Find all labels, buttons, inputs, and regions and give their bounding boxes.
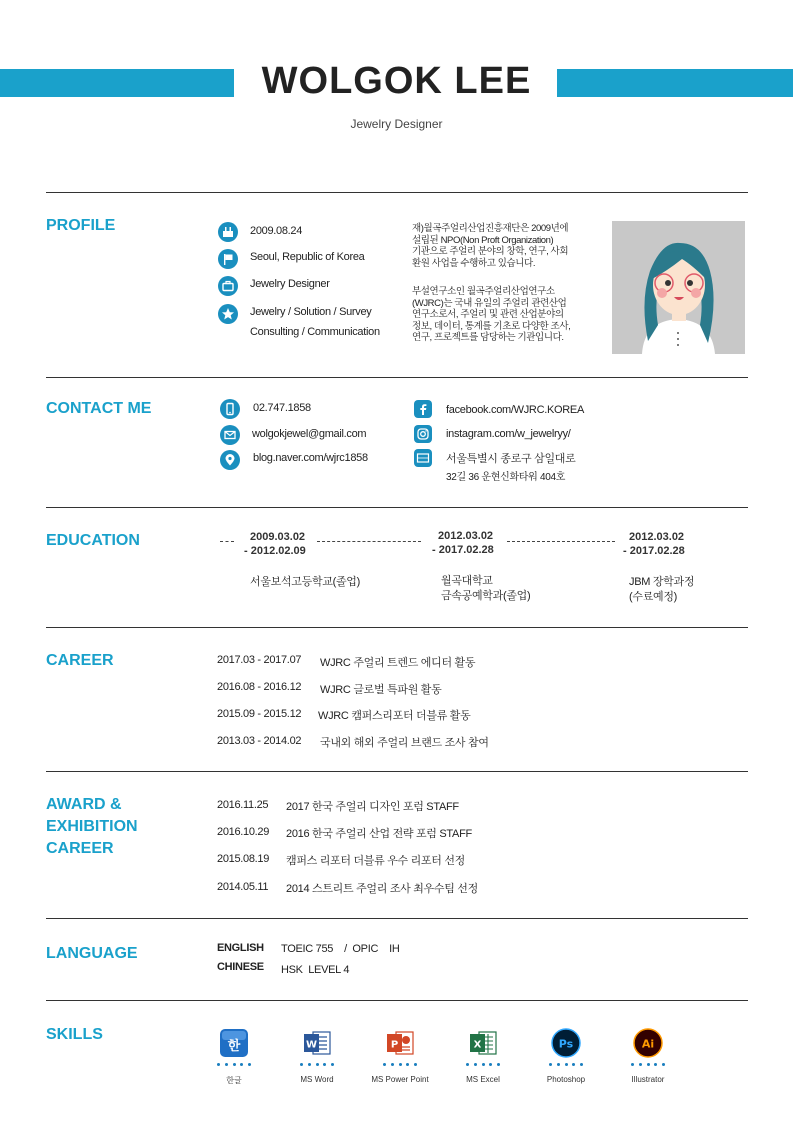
- timeline-dash: [507, 541, 615, 542]
- divider: [46, 377, 748, 378]
- career-period: 2013.03 - 2014.02: [217, 735, 302, 747]
- illustrator-icon: [633, 1028, 663, 1058]
- contact-blog[interactable]: blog.naver.com/wjrc1858: [253, 452, 368, 464]
- award-date: 2016.11.25: [217, 799, 269, 811]
- career-desc: 국내외 해외 주얼리 브랜드 조사 참여: [320, 737, 489, 749]
- career-desc: WJRC 글로벌 특파원 활동: [320, 684, 442, 696]
- briefcase-icon: [218, 276, 238, 296]
- timeline-dash: [317, 541, 421, 542]
- contact-address-line2: 32길 36 운현신화타워 404호: [446, 472, 566, 483]
- section-heading-career: CAREER: [46, 652, 114, 669]
- language-score: TOEIC 755 / OPIC IH: [281, 943, 400, 955]
- location-pin-icon: [220, 450, 240, 470]
- job-title: Jewelry Designer: [350, 117, 443, 131]
- profile-skills-line2: Consulting / Communication: [250, 326, 380, 338]
- flag-icon: [218, 249, 238, 269]
- skill-hangul: 한 한글: [194, 1028, 274, 1086]
- divider: [46, 507, 748, 508]
- education-school-2: 월곡대학교: [441, 575, 493, 587]
- award-desc: 2017 한국 주얼리 디자인 포럼 STAFF: [286, 801, 459, 813]
- education-school-3: JBM 장학과정: [629, 576, 695, 588]
- person-name: WOLGOK LEE: [261, 60, 532, 102]
- career-desc: WJRC 주얼리 트렌드 에디터 활동: [320, 657, 476, 669]
- career-desc: WJRC 캠퍼스리포터 더블류 활동: [318, 710, 471, 722]
- award-desc: 2014 스트리트 주얼리 조사 최우수팀 선정: [286, 883, 478, 895]
- photoshop-icon: [551, 1028, 581, 1058]
- facebook-icon: [414, 400, 432, 418]
- education-status-3: (수료예정): [629, 591, 678, 603]
- section-heading-language: LANGUAGE: [46, 945, 138, 962]
- profile-occupation: Jewelry Designer: [250, 278, 330, 290]
- skill-ms-word: W MS Word: [277, 1028, 357, 1084]
- education-dept-2: 금속공예학과(졸업): [441, 590, 531, 602]
- word-icon: [302, 1028, 332, 1058]
- birthday-cake-icon: [218, 222, 238, 242]
- profile-description-1: 재)월곡주얼리산업진흥재단은 2009년에 설립된 NPO(Non Proft Organization) 기관으로 주얼리 분야의 창학, 연구, 사회 환원 사업을 수행하고 있습니다.: [412, 223, 569, 269]
- profile-location: Seoul, Republic of Korea: [250, 251, 365, 263]
- education-school-1: 서울보석고등학교(졸업): [250, 576, 360, 588]
- career-period: 2017.03 - 2017.07: [217, 654, 302, 666]
- divider: [46, 627, 748, 628]
- contact-email[interactable]: wolgokjewel@gmail.com: [252, 428, 367, 440]
- language-score: HSK LEVEL 4: [281, 964, 350, 976]
- divider: [46, 192, 748, 193]
- award-date: 2016.10.29: [217, 826, 270, 838]
- career-period: 2015.09 - 2015.12: [217, 708, 302, 720]
- contact-facebook[interactable]: facebook.com/WJRC.KOREA: [446, 404, 584, 416]
- divider: [46, 1000, 748, 1001]
- svg-text:Ai: Ai: [641, 1037, 655, 1051]
- skill-photoshop: Ps Photoshop: [526, 1028, 606, 1084]
- profile-birthdate: 2009.08.24: [250, 225, 303, 237]
- award-desc: 2016 한국 주얼리 산업 전략 포럼 STAFF: [286, 828, 472, 840]
- svg-text:W: W: [305, 1039, 318, 1051]
- career-period: 2016.08 - 2016.12: [217, 681, 302, 693]
- divider: [46, 918, 748, 919]
- section-heading-skills: SKILLS: [46, 1026, 103, 1043]
- section-heading-award: AWARD & EXHIBITION CAREER: [46, 796, 138, 857]
- instagram-icon: [414, 425, 432, 443]
- skill-illustrator: Ai Illustrator: [608, 1028, 688, 1084]
- skill-ms-excel: X MS Excel: [443, 1028, 523, 1084]
- contact-phone[interactable]: 02.747.1858: [253, 402, 311, 414]
- education-period-3: 2012.03.02 - 2017.02.28: [623, 531, 685, 557]
- education-period-1: 2009.03.02 - 2012.02.09: [244, 531, 306, 557]
- timeline-dash: [220, 541, 234, 542]
- language-name: CHINESE: [217, 961, 264, 973]
- excel-icon: [468, 1028, 498, 1058]
- phone-icon: [220, 399, 240, 419]
- profile-avatar: [612, 221, 745, 354]
- divider: [46, 771, 748, 772]
- award-desc: 캠퍼스 리포터 더블류 우수 리포터 선정: [286, 855, 465, 867]
- mail-icon: [220, 425, 240, 445]
- profile-description-2: 부설연구소인 월곡주얼리산업연구소 (WJRC)는 국내 유일의 주얼리 관련산업 연구소로서, 주얼리 및 관련 산업분야의 정보, 데이터, 통계를 기초로 다양한 조사, 연구, 프로젝트를 담당하는 기관입니다.: [412, 286, 571, 343]
- svg-text:한: 한: [227, 1039, 241, 1054]
- powerpoint-icon: [385, 1028, 415, 1058]
- section-heading-contact: CONTACT ME: [46, 400, 152, 417]
- contact-address-line1: 서울특별시 종로구 삼일대로: [446, 453, 576, 465]
- section-heading-profile: PROFILE: [46, 217, 116, 234]
- hangul-icon: [219, 1028, 249, 1058]
- contact-instagram[interactable]: instagram.com/w_jewelryy/: [446, 428, 571, 440]
- map-icon: [414, 449, 432, 467]
- svg-text:Ps: Ps: [558, 1037, 574, 1051]
- language-name: ENGLISH: [217, 942, 264, 954]
- svg-text:P: P: [390, 1039, 399, 1051]
- skill-ms-powerpoint: P MS Power Point: [360, 1028, 440, 1084]
- star-icon: [218, 304, 238, 324]
- section-heading-education: EDUCATION: [46, 532, 140, 549]
- svg-text:X: X: [473, 1039, 482, 1051]
- award-date: 2014.05.11: [217, 881, 269, 893]
- profile-skills-line1: Jewelry / Solution / Survey: [250, 306, 372, 318]
- education-period-2: 2012.03.02 - 2017.02.28: [432, 530, 494, 556]
- award-date: 2015.08.19: [217, 853, 270, 865]
